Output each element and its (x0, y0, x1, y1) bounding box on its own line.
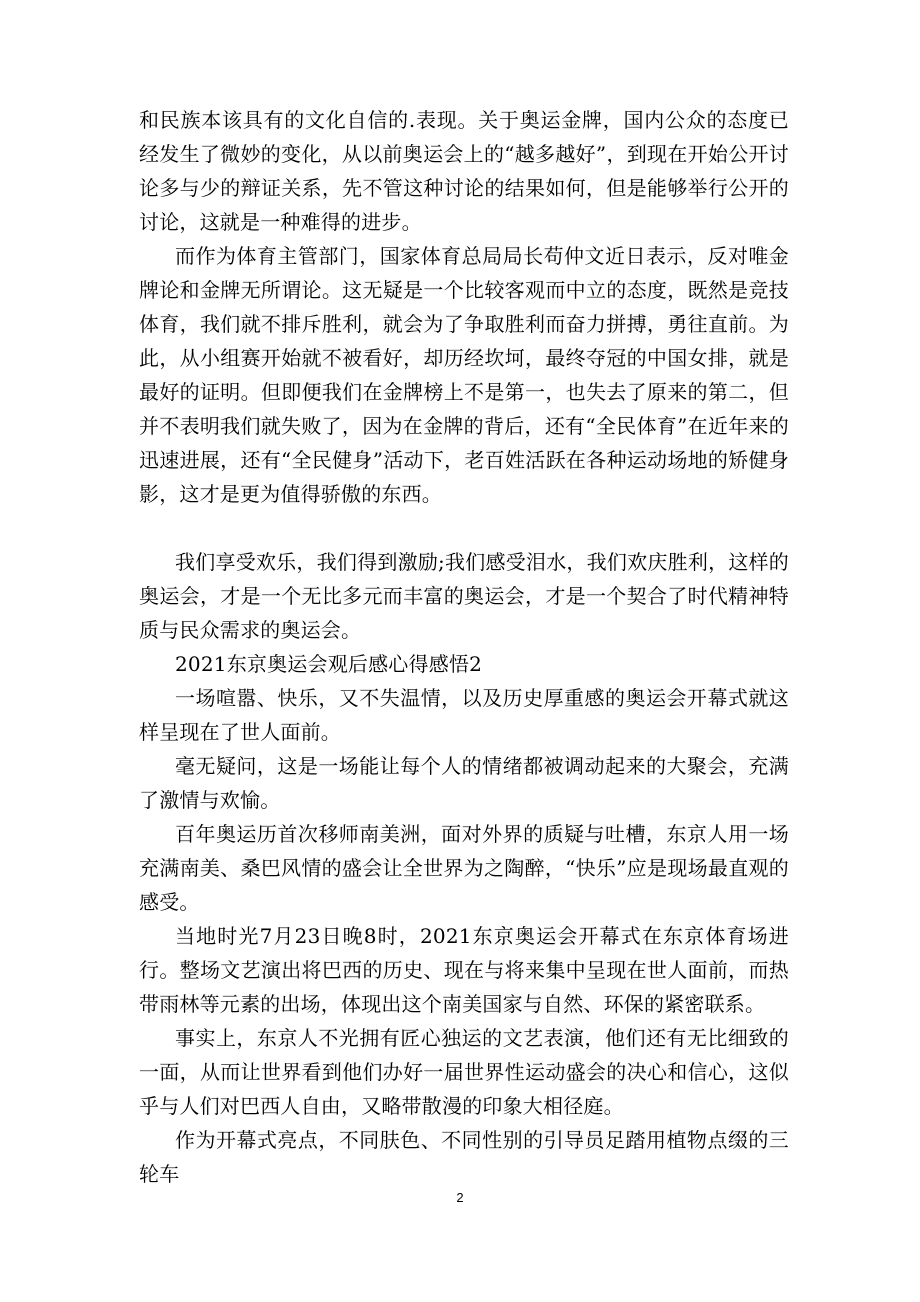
section-heading: 2021东京奥运会观后感心得感悟2 (175, 652, 483, 676)
paragraph-olympics-enjoyment: 我们享受欢乐，我们得到激励;我们感受泪水，我们欢庆胜利，这样的奥运会，才是一个无比多元而丰富的奥运会，才是一个契合了时代精神特质与民众需求的奥运会。 (139, 550, 789, 642)
paragraph-opening-ceremony: 一场喧嚣、快乐，又不失温情，以及历史厚重感的奥运会开幕式就这样呈现在了世人面前。 (139, 686, 789, 744)
paragraph-local-time: 当地时光7月23日晚8时，2021东京奥运会开幕式在东京体育场进行。整场文艺演出将巴西的历史、现在与将来集中呈现在世人面前，而热带雨林等元素的出场，体现出这个南美国家与自然、环保的紧密联系。 (139, 924, 789, 1016)
document-body (139, 103, 789, 1191)
paragraph-big-gathering: 毫无疑问，这是一场能让每个人的情绪都被调动起来的大聚会，充满了激情与欢愉。 (139, 754, 789, 812)
paragraph-sports-administration: 而作为体育主管部门，国家体育总局局长苟仲文近日表示，反对唯金牌论和金牌无所谓论。这无疑是一个比较客观而中立的态度，既然是竞技体育，我们就不排斥胜利，就会为了争取胜利而奋力拼搏，勇往直前。为此，从小组赛开始就不被看好，却历经坎坷，最终夺冠的中国女排，就是最好的证明。但即便我们在金牌榜上不是第一，也失去了原来的第二，但并不表明我们就失败了，因为在金牌的背后，还有“全民体育”在近年来的迅速进展，还有“全民健身”活动下，老百姓活跃在各种运动场地的矫健身影，这才是更为值得骄傲的东西。 (139, 244, 789, 506)
paragraph-in-fact: 事实上，东京人不光拥有匠心独运的文艺表演，他们还有无比细致的一面，从而让世界看到他们办好一届世界性运动盛会的决心和信心，这似乎与人们对巴西人自由，又略带散漫的印象大相径庭。 (139, 1026, 789, 1118)
paragraph-gold-medal-attitude: 和民族本该具有的文化自信的.表现。关于奥运金牌，国内公众的态度已经发生了微妙的变化，从以前奥运会上的“越多越好”，到现在开始公开讨论多与少的辩证关系，先不管这种讨论的结果如何，但是能够举行公开的讨论，这就是一种难得的进步。 (139, 108, 789, 234)
paragraph-highlight: 作为开幕式亮点，不同肤色、不同性别的引导员足踏用植物点缀的三轮车 (139, 1128, 789, 1186)
page-number: 2 (456, 1190, 464, 1205)
paragraph-south-america: 百年奥运历首次移师南美洲，面对外界的质疑与吐槽，东京人用一场充满南美、桑巴风情的盛会让全世界为之陶醉，“快乐”应是现场最直观的感受。 (139, 822, 789, 914)
